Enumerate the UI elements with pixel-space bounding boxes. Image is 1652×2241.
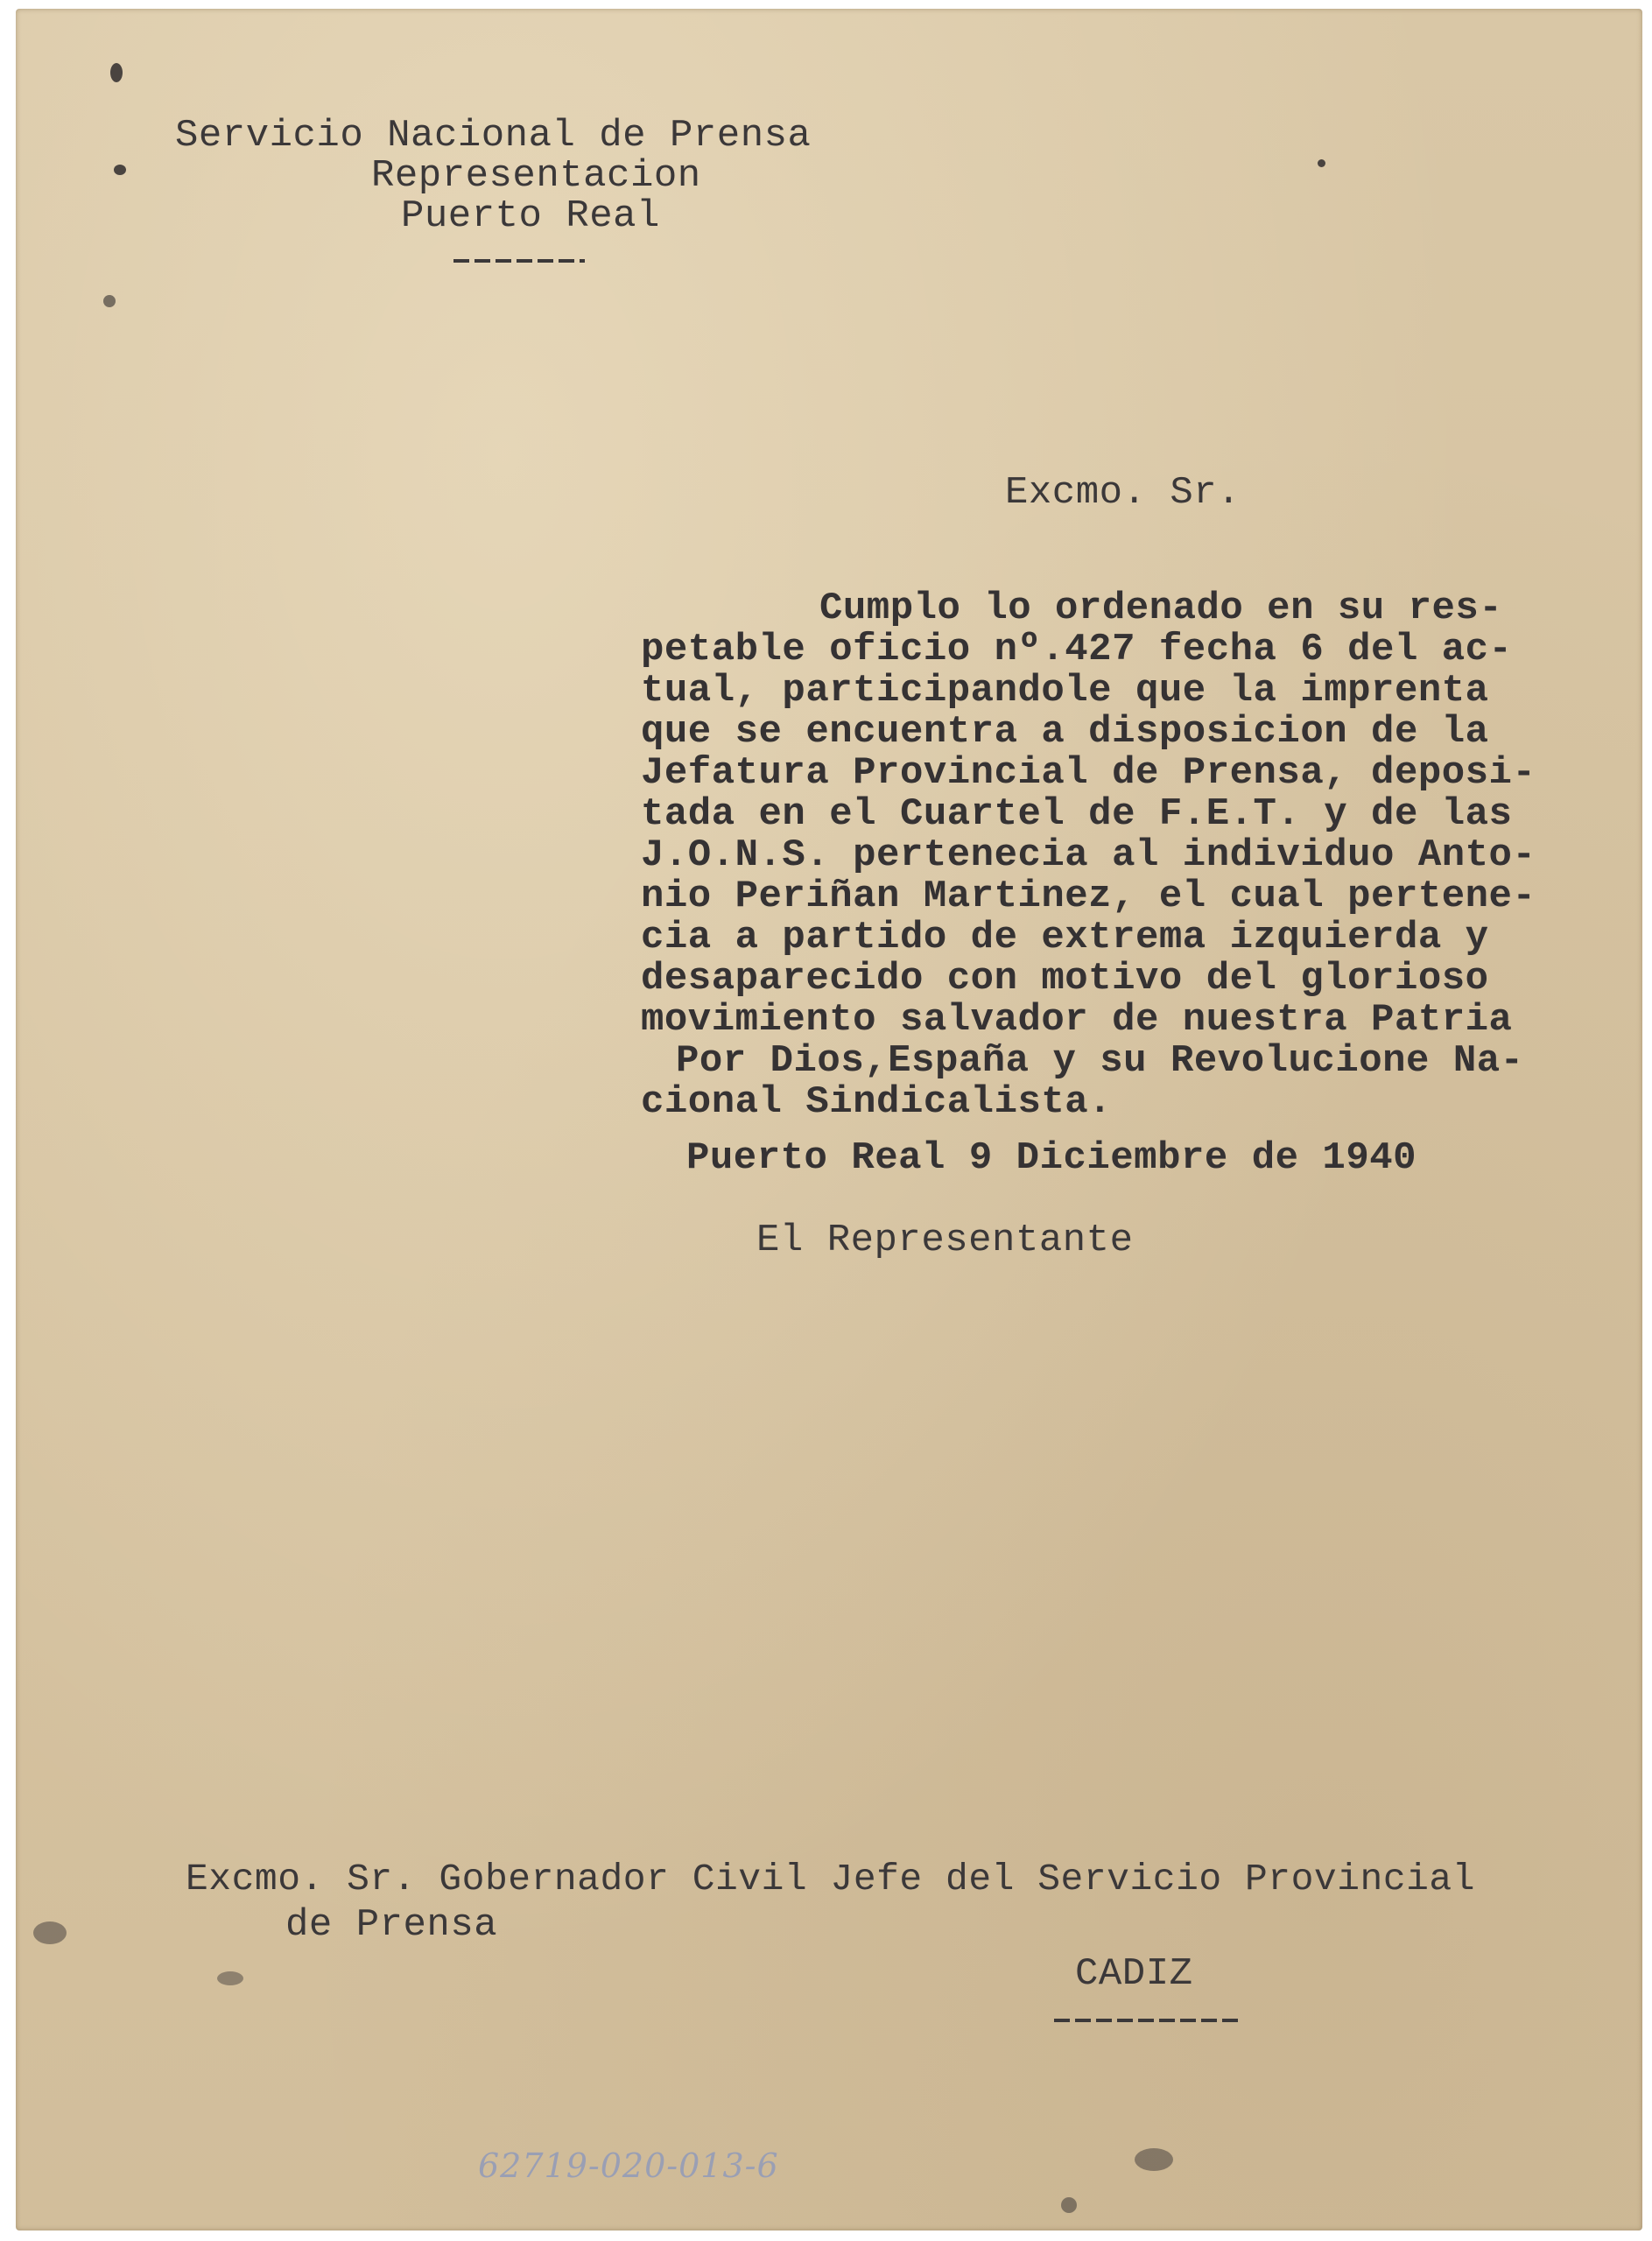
punch-mark <box>103 295 116 307</box>
ink-dot <box>1318 159 1325 167</box>
body-line-13: cional Sindicalista. <box>641 1080 1113 1124</box>
place-date: Puerto Real 9 Diciembre de 1940 <box>686 1136 1417 1180</box>
archive-reference: 62719-020-013-6 <box>478 2146 779 2185</box>
header-rule <box>453 259 585 263</box>
stain-mark <box>1135 2148 1173 2171</box>
stain-mark <box>217 1971 243 1985</box>
body-line-7: J.O.N.S. pertenecia al individuo Anto- <box>641 833 1536 877</box>
body-line-11: movimiento salvador de nuestra Patria <box>641 998 1513 1042</box>
addressee-line-1: Excmo. Sr. Gobernador Civil Jefe del Servicio Provincial <box>186 1858 1476 1900</box>
header-line-2: Representacion <box>371 154 701 198</box>
stain-mark <box>33 1921 67 1944</box>
punch-mark <box>110 63 123 82</box>
punch-mark <box>114 165 126 175</box>
signature-title: El Representante <box>756 1219 1134 1262</box>
addressee-line-2: de Prensa <box>285 1903 498 1947</box>
body-line-9: cia a partido de extrema izquierda y <box>641 916 1489 959</box>
addressee-city: CADIZ <box>1075 1952 1193 1996</box>
body-line-2: petable oficio nº.427 fecha 6 del ac- <box>641 628 1513 671</box>
header-line-1: Servicio Nacional de Prensa <box>175 114 812 158</box>
body-line-5: Jefatura Provincial de Prensa, deposi- <box>641 751 1536 795</box>
body-line-4: que se encuentra a disposicion de la <box>641 710 1489 754</box>
body-line-10: desaparecido con motivo del glorioso <box>641 957 1489 1001</box>
body-line-6: tada en el Cuartel de F.E.T. y de las <box>641 792 1513 836</box>
stain-mark <box>1061 2197 1077 2213</box>
salutation: Excmo. Sr. <box>1005 471 1241 515</box>
header-line-3: Puerto Real <box>401 194 660 238</box>
city-rule <box>1054 2019 1238 2022</box>
body-line-1: Cumplo lo ordenado en su res- <box>819 587 1503 630</box>
body-line-3: tual, participandole que la imprenta <box>641 669 1489 713</box>
paper-sheet <box>16 9 1642 2230</box>
body-line-8: nio Periñan Martinez, el cual pertene- <box>641 875 1536 918</box>
body-line-12: Por Dios,España y su Revolucione Na- <box>676 1039 1524 1083</box>
